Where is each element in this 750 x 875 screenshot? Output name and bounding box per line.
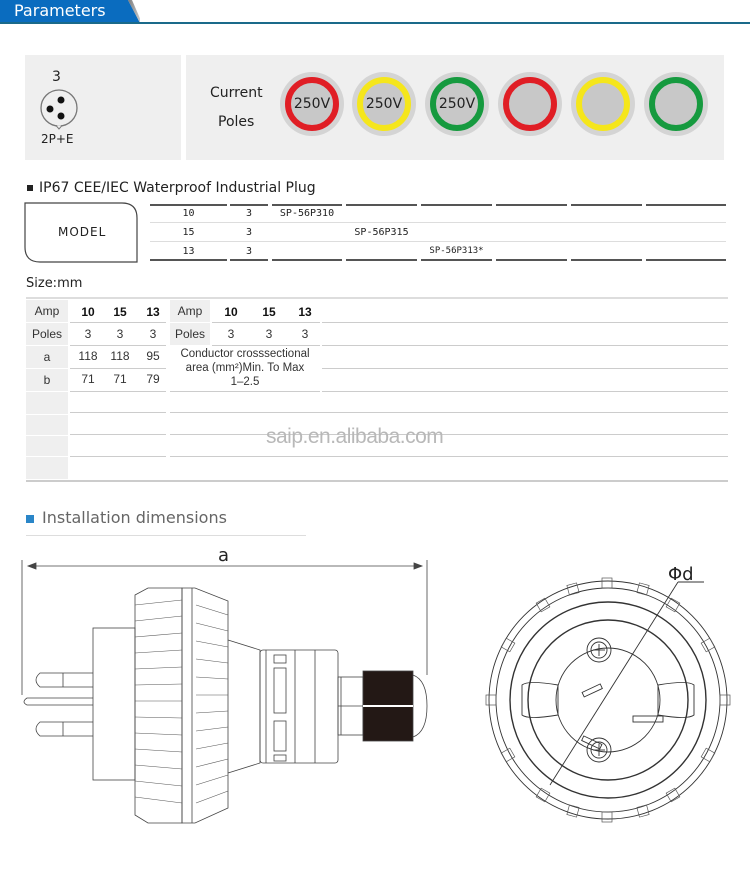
size-amp-value: 13 xyxy=(146,305,160,319)
size-b-value: 71 xyxy=(113,372,127,386)
model-code: SP-56P310 xyxy=(279,208,335,219)
model-code: SP-56P313* xyxy=(429,246,484,256)
size-header-empty xyxy=(26,415,68,435)
pin-layout-icon xyxy=(39,88,79,130)
size-poles-value: 3 xyxy=(84,327,92,341)
size-b-value: 79 xyxy=(146,372,160,386)
size-a-value: 118 xyxy=(110,349,130,363)
voltage-ring-red xyxy=(280,72,344,136)
size-table-top-border xyxy=(26,297,728,299)
size-header-empty xyxy=(26,436,68,456)
voltage-ring-yellow xyxy=(352,72,416,136)
bullet-square-icon xyxy=(27,185,33,191)
dimension-d-label: Φd xyxy=(668,564,694,585)
size-amp-value: 15 xyxy=(113,305,127,319)
size-amp-value: 10 xyxy=(81,305,95,319)
voltage-ring-label: 250V xyxy=(357,77,411,131)
size-poles-value-right: 3 xyxy=(301,327,309,341)
header-underline xyxy=(0,22,750,24)
header-title: Parameters xyxy=(14,1,106,20)
pole-ring-yellow xyxy=(571,72,635,136)
size-poles-value-right: 3 xyxy=(227,327,235,341)
size-header-poles: Poles xyxy=(26,323,68,345)
size-header-empty xyxy=(26,457,68,479)
conductor-note: Conductor crosssectional area (mm²)Min. To Max 1–2.5 xyxy=(180,348,310,388)
plug-side-view-drawing xyxy=(10,555,450,855)
model-row-amp: 13 xyxy=(182,246,195,257)
size-a-value: 118 xyxy=(78,349,98,363)
pole-ring-label xyxy=(576,77,630,131)
size-header-empty xyxy=(26,392,68,414)
voltage-ring-label: 250V xyxy=(285,77,339,131)
model-section-title: IP67 CEE/IEC Waterproof Industrial Plug xyxy=(27,180,316,196)
watermark: saip.en.alibaba.com xyxy=(266,425,444,448)
size-header-amp: Amp xyxy=(26,300,68,322)
model-row-amp: 15 xyxy=(182,227,195,238)
installation-underline xyxy=(26,535,306,536)
voltage-panel xyxy=(186,55,724,160)
size-header-b: b xyxy=(26,369,68,391)
size-a-value: 95 xyxy=(146,349,160,363)
pin-config-label: 2P+E xyxy=(41,132,74,146)
size-b-value: 71 xyxy=(81,372,95,386)
size-amp-value-right: 13 xyxy=(298,305,312,319)
size-header-amp-right: Amp xyxy=(170,300,210,322)
size-amp-value-right: 15 xyxy=(262,305,276,319)
pole-ring-label xyxy=(503,77,557,131)
plug-front-view-drawing xyxy=(478,570,738,830)
dimension-a-label: a xyxy=(218,545,230,566)
pole-ring-label xyxy=(649,77,703,131)
section-header xyxy=(0,0,750,24)
model-row-poles: 3 xyxy=(245,246,253,257)
poles-label: Poles xyxy=(218,114,255,130)
model-label: MODEL xyxy=(58,225,107,239)
size-poles-value: 3 xyxy=(149,327,157,341)
size-title: Size:mm xyxy=(26,276,83,291)
pin-count: 3 xyxy=(52,69,61,85)
bullet-square-icon xyxy=(26,515,34,523)
model-row-poles: 3 xyxy=(245,208,253,219)
voltage-ring-label: 250V xyxy=(430,77,484,131)
current-label: Current xyxy=(210,85,263,101)
size-poles-value: 3 xyxy=(116,327,124,341)
pole-ring-red xyxy=(498,72,562,136)
model-code: SP-56P315 xyxy=(354,227,409,238)
pin-config-panel xyxy=(25,55,181,160)
size-header-poles-right: Poles xyxy=(170,323,210,345)
size-header-a: a xyxy=(26,346,68,368)
model-row-amp: 10 xyxy=(182,208,195,219)
size-table-bottom-border xyxy=(26,480,728,482)
voltage-ring-green xyxy=(425,72,489,136)
size-poles-value-right: 3 xyxy=(265,327,273,341)
model-row-poles: 3 xyxy=(245,227,253,238)
size-amp-value-right: 10 xyxy=(224,305,238,319)
installation-title: Installation dimensions xyxy=(26,508,227,527)
pole-ring-green xyxy=(644,72,708,136)
